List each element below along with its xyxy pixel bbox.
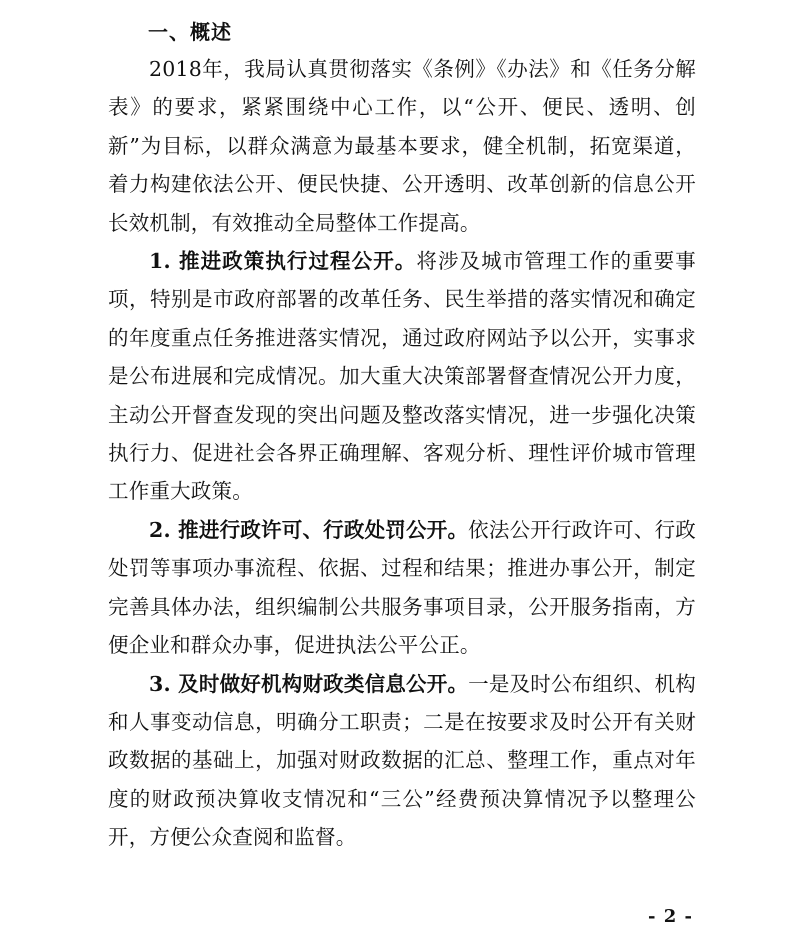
item-lead-2: 2. 推进行政许可、行政处罚公开。 (149, 517, 469, 542)
item-paragraph-1 (108, 242, 696, 511)
page-number: - 2 - (648, 906, 693, 927)
document-body (108, 14, 696, 857)
item-lead-1: 1. 推进政策执行过程公开。 (149, 249, 417, 274)
item-body-2: 依法公开行政许可、行政处罚等事项办事流程、依据、过程和结果；推进办事公开，制定完善具体办法，组织编制公共服务事项目录，公开服务指南，方便企业和群众办事，促进执法公平公正。 (108, 517, 696, 658)
item-body-1: 将涉及城市管理工作的重要事项，特别是市政府部署的改革任务、民生举措的落实情况和确定的年度重点任务推进落实情况，通过政府网站予以公开，实事求是公布进展和完成情况。加大重大决策部署督查情况公开力度，主动公开督查发现的突出问题及整改落实情况，进一步强化决策执行力、促进社会各界正确理解、客观分析、理性评价城市管理工作重大政策。 (108, 249, 696, 504)
section-heading: 一、概述 (148, 20, 232, 44)
item-paragraph-3 (108, 665, 696, 857)
intro-paragraph: 2018年，我局认真贯彻落实《条例》《办法》和《任务分解表》的要求，紧紧围绕中心工作，以“公开、便民、透明、创新”为目标，以群众满意为最基本要求，健全机制，拓宽渠道，着力构建依法公开、便民快捷、公开透明、改革创新的信息公开长效机制，有效推动全局整体工作提高。 (108, 57, 696, 235)
item-body-3: 一是及时公布组织、机构和人事变动信息，明确分工职责；二是在按要求及时公开有关财政数据的基础上，加强对财政数据的汇总、整理工作，重点对年度的财政预决算收支情况和“三公”经费预决算情况予以整理公开，方便公众查阅和监督。 (108, 671, 696, 850)
item-lead-3: 3. 及时做好机构财政类信息公开。 (149, 671, 469, 696)
item-paragraph-2 (108, 511, 696, 665)
